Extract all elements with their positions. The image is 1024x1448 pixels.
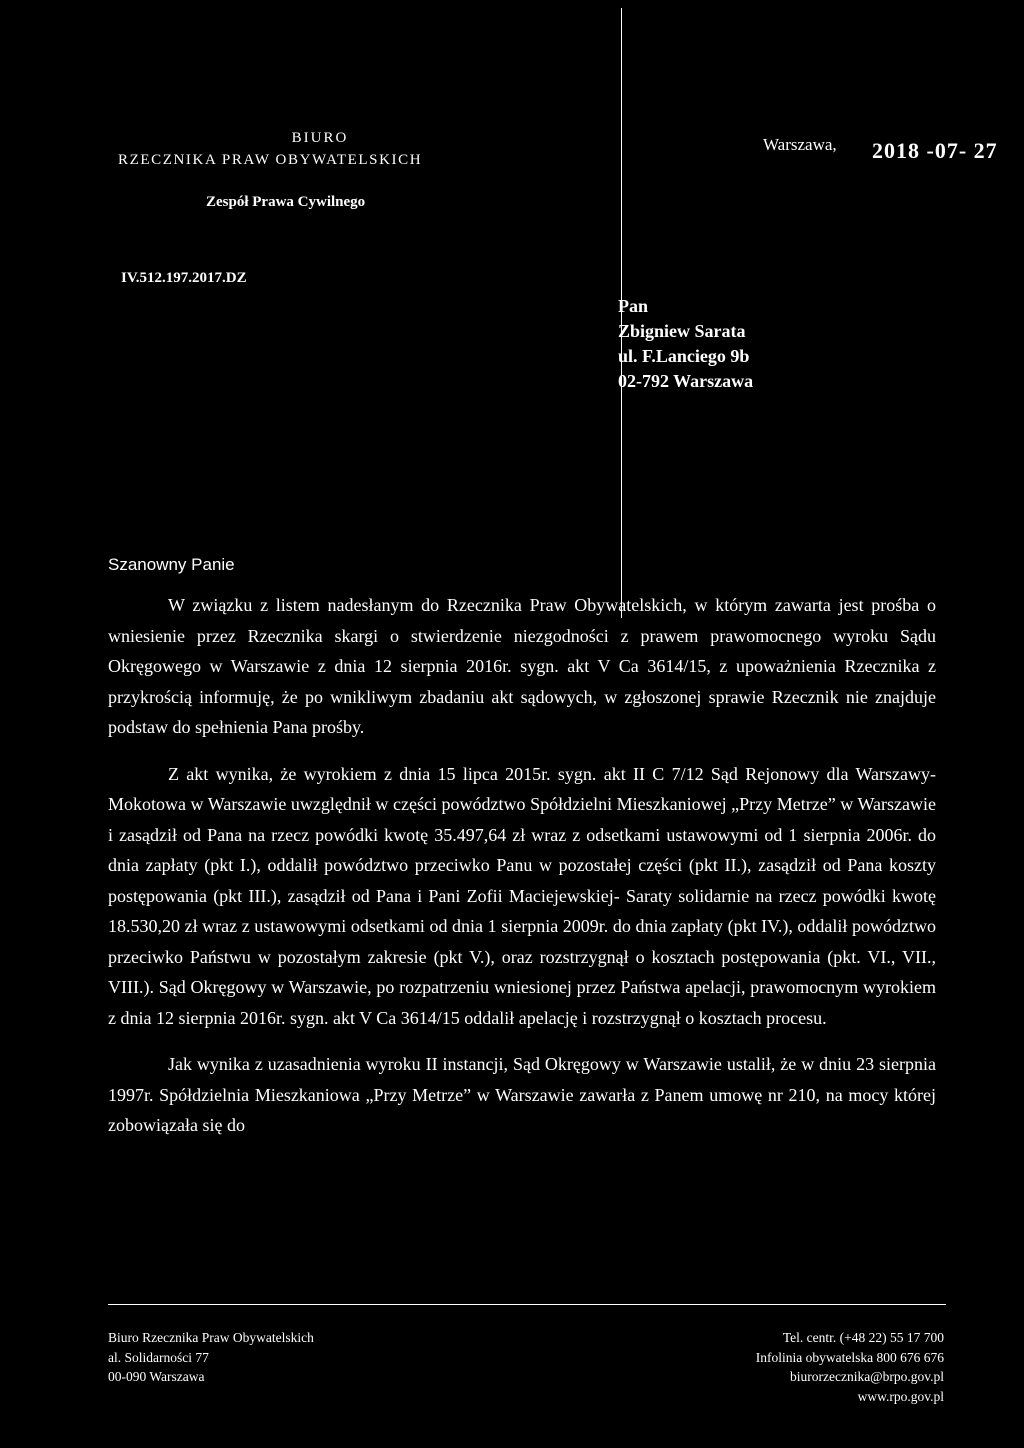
salutation: Szanowny Panie — [108, 555, 235, 574]
footer-hotline: Infolinia obywatelska 800 676 676 — [755, 1349, 944, 1365]
footer-website: www.rpo.gov.pl — [857, 1388, 944, 1404]
footer-street: al. Solidarności 77 — [108, 1349, 209, 1365]
date-stamp: 2018 -07- 27 — [872, 138, 998, 163]
place-label: Warszawa, — [763, 135, 837, 154]
paragraph: Jak wynika z uzasadnienia wyroku II instancji, Sąd Okręgowy w Warszawie ustalił, że w dniu 23 sierpnia 1997r. Spółdzielnia Mieszkaniowa „Przy Metrze” w Warszawie zawarła z Panem umowę nr 210, na mocy której zobowiązała się do — [108, 1054, 936, 1135]
department-name: Zespół Prawa Cywilnego — [206, 194, 366, 210]
paragraph: W związku z listem nadesłanym do Rzecznika Praw Obywatelskich, w którym zawarta jest prośba o wniesienie przez Rzecznika skargi o stwierdzenie niezgodności z prawem prawomocnego wyroku Sądu Okręgowego w Warszawie z dnia 12 sierpnia 2016r. sygn. akt V Ca 3614/15, z upoważnienia Rzecznika z przykrością informuję, że po wnikliwym zbadaniu akt sądowych, w zgłoszonej sprawie Rzecznik nie znajduje podstaw do spełnienia Pana prośby. — [108, 595, 936, 737]
recipient-address — [618, 294, 753, 394]
footer-contact — [660, 1328, 944, 1406]
letter-body — [108, 590, 936, 1157]
recipient-title: Pan — [618, 296, 649, 316]
office-name-line2: RZECZNIKA PRAW OBYWATELSKICH — [118, 152, 423, 168]
footer-phone: Tel. centr. (+48 22) 55 17 700 — [782, 1330, 944, 1345]
footer-email: biurorzecznika@brpo.gov.pl — [789, 1369, 944, 1384]
recipient-name: Zbigniew Sarata — [618, 321, 746, 341]
paragraph: Z akt wynika, że wyrokiem z dnia 15 lipca 2015r. sygn. akt II C 7/12 Sąd Rejonowy dla Warszawy-Mokotowa w Warszawie uwzględnił w części powództwo Spółdzielni Mieszkaniowej „Przy Metrze” w Warszawie i zasądził od Pana na rzecz powódki kwotę 35.497,64 zł wraz z odsetkami ustawowymi od 1 sierpnia 2006r. do dnia zapłaty (pkt I.), oddalił powództwo przeciwko Panu w pozostałej części (pkt II.), zasądził od Pana koszty postępowania (pkt III.), zasądził od Pana i Pani Zofii Maciejewskiej- Saraty solidarnie na rzecz powódki kwotę 18.530,20 zł wraz z ustawowymi odsetkami od dnia 1 sierpnia 2009r. do dnia zapłaty (pkt IV.), oddalił powództwo przeciwko Państwu w pozostałym zakresie (pkt V.), oraz rozstrzygnął o kosztach postępowania (pkt. VI., VII., VIII.). Sąd Okręgowy w Warszawie, po rozpatrzeniu wniesionej przez Państwa apelacji, prawomocnym wyrokiem z dnia 12 sierpnia 2016r. sygn. akt V Ca 3614/15 oddalił apelację i rozstrzygnął o kosztach procesu. — [108, 763, 936, 1028]
recipient-city: 02-792 Warszawa — [618, 371, 754, 391]
footer-postcode: 00-090 Warszawa — [108, 1369, 205, 1384]
recipient-street: ul. F.Lanciego 9b — [618, 346, 750, 366]
reference-number: IV.512.197.2017.DZ — [121, 270, 247, 286]
footer-address — [108, 1328, 314, 1387]
office-name-line1: BIURO — [291, 130, 349, 146]
footer-office: Biuro Rzecznika Praw Obywatelskich — [108, 1330, 314, 1345]
footer-divider — [108, 1304, 946, 1305]
